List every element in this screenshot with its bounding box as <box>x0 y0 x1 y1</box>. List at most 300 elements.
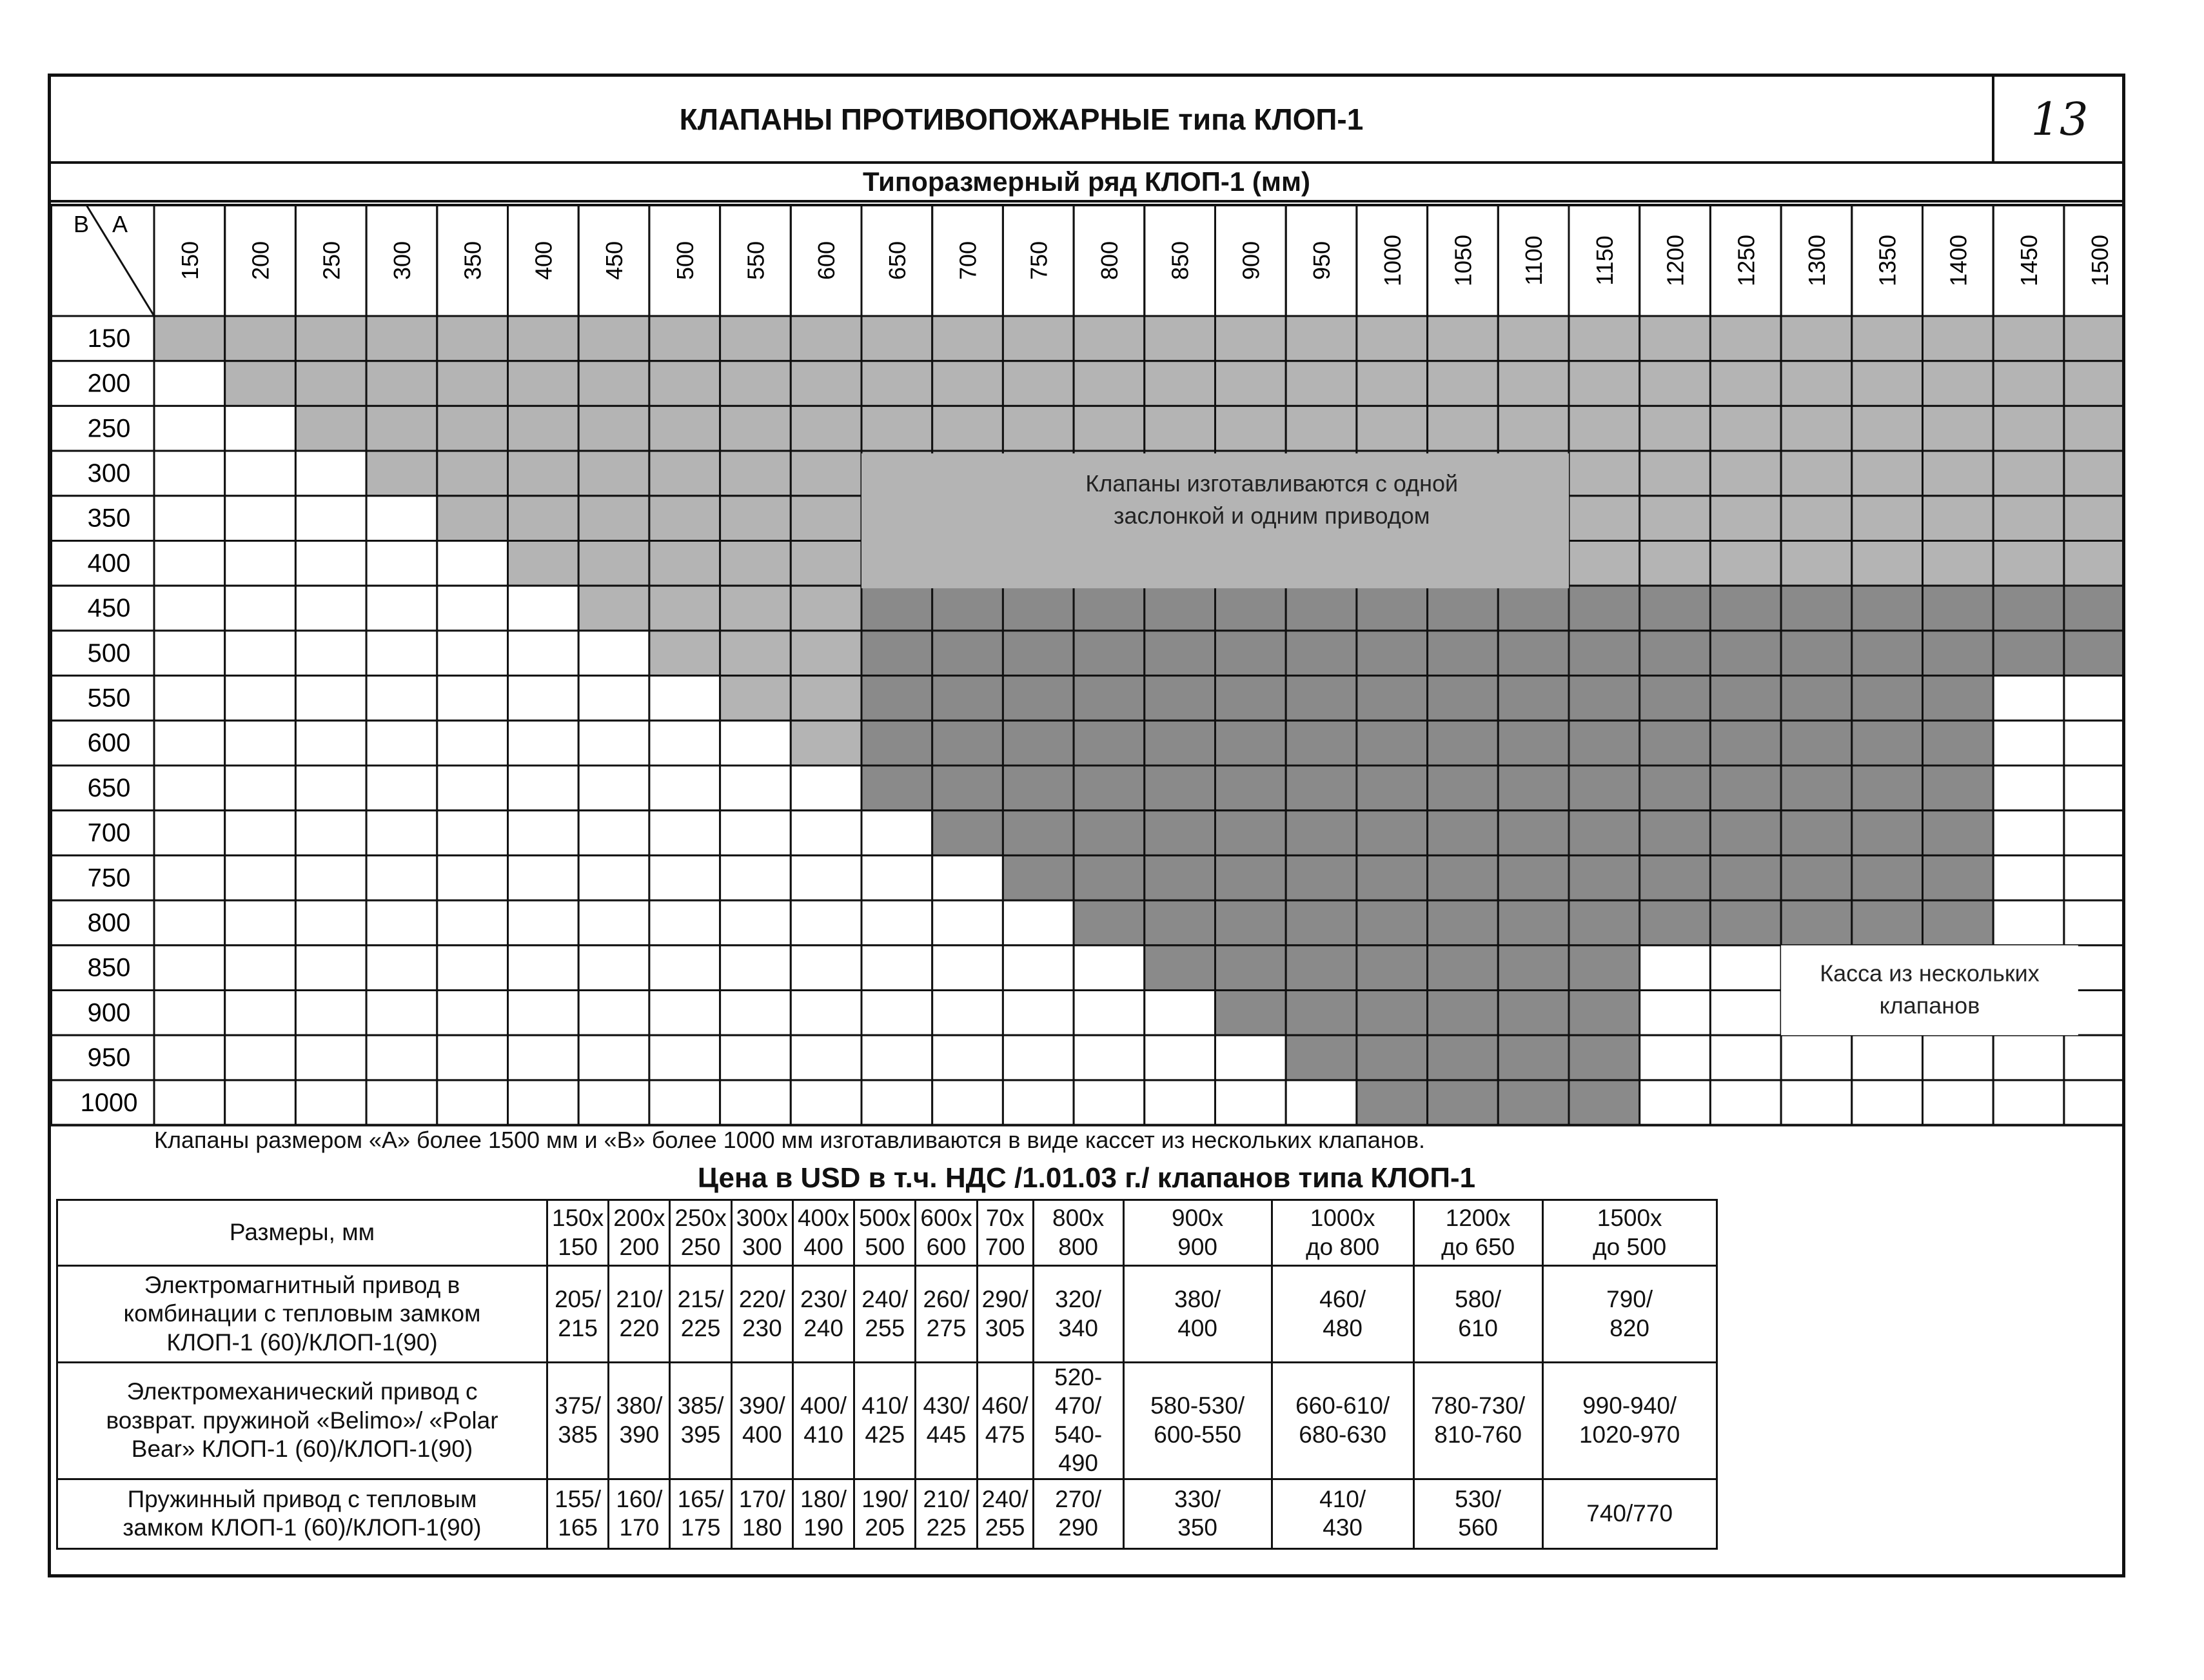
grid-cell <box>2064 1035 2122 1080</box>
b-size-label: 750 <box>87 864 131 893</box>
grid-cell <box>649 811 720 856</box>
grid-cell <box>791 496 861 541</box>
grid-cell <box>1215 586 1286 631</box>
grid-cell <box>1781 316 1852 361</box>
grid-cell <box>791 541 861 586</box>
grid-cell <box>295 676 366 721</box>
grid-cell <box>861 855 932 900</box>
grid-cell <box>1498 720 1569 766</box>
grid-cell <box>1640 631 1711 676</box>
price-value: 430/ 445 <box>916 1363 977 1479</box>
grid-cell <box>2064 631 2122 676</box>
grid-cell <box>225 676 296 721</box>
a-size-label: 1350 <box>1874 234 1901 287</box>
grid-cell <box>1710 631 1781 676</box>
grid-cell <box>2064 541 2122 586</box>
b-size-label: 650 <box>87 773 131 802</box>
grid-cell <box>578 361 649 406</box>
grid-cell <box>1710 945 1781 991</box>
grid-cell <box>2064 900 2122 945</box>
grid-cell <box>1993 811 2064 856</box>
grid-cell <box>1993 451 2064 496</box>
grid-cell <box>1215 855 1286 900</box>
grid-cell <box>366 1080 437 1125</box>
grid-cell <box>720 541 791 586</box>
price-size-header: 300х 300 <box>731 1200 792 1266</box>
b-size-label: 400 <box>87 549 131 578</box>
grid-cell <box>1286 991 1357 1036</box>
grid-cell <box>1498 631 1569 676</box>
grid-cell <box>1428 766 1499 811</box>
grid-cell <box>366 361 437 406</box>
price-value: 260/ 275 <box>916 1266 977 1363</box>
grid-cell <box>1145 991 1215 1036</box>
grid-cell <box>508 945 579 991</box>
grid-cell <box>1145 1035 1215 1080</box>
grid-cell <box>791 855 861 900</box>
grid-cell <box>508 720 579 766</box>
price-value: 375/ 385 <box>547 1363 609 1479</box>
grid-cell <box>1781 451 1852 496</box>
a-size-label: 600 <box>813 241 840 281</box>
grid-cell <box>1710 676 1781 721</box>
price-value: 270/ 290 <box>1033 1479 1123 1548</box>
grid-cell <box>1498 586 1569 631</box>
grid-cell <box>861 361 932 406</box>
grid-cell <box>225 406 296 451</box>
grid-cell <box>437 1035 508 1080</box>
grid-cell <box>1781 586 1852 631</box>
corner-cell <box>51 205 154 316</box>
a-size-label: 150 <box>176 241 203 281</box>
grid-cell <box>1215 1080 1286 1125</box>
grid-cell <box>1852 900 1923 945</box>
grid-cell <box>295 406 366 451</box>
grid-cell <box>932 316 1003 361</box>
grid-cell <box>225 855 296 900</box>
grid-cell <box>1640 676 1711 721</box>
grid-cell <box>1003 720 1074 766</box>
grid-cell <box>295 451 366 496</box>
grid-cell <box>1710 1080 1781 1125</box>
price-value: 170/ 180 <box>731 1479 792 1548</box>
price-value: 400/ 410 <box>792 1363 854 1479</box>
grid-cell <box>1074 1080 1145 1125</box>
grid-cell <box>225 720 296 766</box>
grid-cell <box>649 316 720 361</box>
grid-cell <box>1569 406 1640 451</box>
price-size-header: 500х 500 <box>854 1200 916 1266</box>
grid-cell <box>1357 720 1428 766</box>
grid-cell <box>1923 900 1994 945</box>
a-size-label: 1150 <box>1591 235 1618 286</box>
grid-cell <box>1781 631 1852 676</box>
price-size-header: 70х 700 <box>977 1200 1033 1266</box>
grid-cell <box>578 451 649 496</box>
grid-cell <box>578 991 649 1036</box>
grid-cell <box>1569 1035 1640 1080</box>
grid-cell <box>1852 855 1923 900</box>
price-value: 220/ 230 <box>731 1266 792 1363</box>
grid-cell <box>1286 720 1357 766</box>
grid-cell <box>1781 1035 1852 1080</box>
grid-cell <box>508 1080 579 1125</box>
grid-cell <box>1357 406 1428 451</box>
grid-cell <box>366 766 437 811</box>
grid-cell <box>437 945 508 991</box>
grid-cell <box>861 586 932 631</box>
grid-cell <box>791 720 861 766</box>
grid-cell <box>1145 855 1215 900</box>
a-size-label: 250 <box>318 241 345 281</box>
grid-cell <box>154 541 225 586</box>
grid-cell <box>295 811 366 856</box>
grid-cell <box>437 766 508 811</box>
grid-cell <box>2064 811 2122 856</box>
grid-cell <box>1569 945 1640 991</box>
grid-cell <box>1074 766 1145 811</box>
grid-cell <box>437 1080 508 1125</box>
price-value: 740/770 <box>1542 1479 1717 1548</box>
grid-cell <box>1003 406 1074 451</box>
grid-cell <box>1710 406 1781 451</box>
a-size-label: 350 <box>459 241 486 281</box>
grid-cell <box>932 676 1003 721</box>
price-value: 165/ 175 <box>670 1479 731 1548</box>
corner-b-label: B <box>74 211 90 237</box>
grid-cell <box>295 720 366 766</box>
grid-cell <box>1145 1080 1215 1125</box>
grid-cell <box>1923 631 1994 676</box>
a-size-label: 1400 <box>1945 234 1972 287</box>
a-size-label: 1050 <box>1450 234 1477 287</box>
grid-cell <box>1923 451 1994 496</box>
grid-cell <box>1781 720 1852 766</box>
price-value: 210/ 220 <box>609 1266 670 1363</box>
grid-cell <box>366 991 437 1036</box>
grid-cell <box>1852 541 1923 586</box>
cassette-zone <box>1781 945 2078 1035</box>
grid-cell <box>1852 676 1923 721</box>
grid-cell <box>720 496 791 541</box>
grid-cell <box>649 1035 720 1080</box>
grid-cell <box>932 945 1003 991</box>
grid-cell <box>1640 406 1711 451</box>
grid-cell <box>720 855 791 900</box>
grid-cell <box>1852 586 1923 631</box>
grid-cell <box>720 361 791 406</box>
grid-cell <box>1993 676 2064 721</box>
grid-cell <box>154 451 225 496</box>
grid-cell <box>861 991 932 1036</box>
grid-cell <box>578 586 649 631</box>
grid-cell <box>1852 720 1923 766</box>
grid-cell <box>1710 316 1781 361</box>
grid-cell <box>1357 316 1428 361</box>
grid-cell <box>1710 541 1781 586</box>
grid-cell <box>932 811 1003 856</box>
b-size-label: 850 <box>87 953 131 982</box>
grid-cell <box>1923 316 1994 361</box>
grid-cell <box>1145 361 1215 406</box>
grid-cell <box>1215 945 1286 991</box>
grid-cell <box>1357 766 1428 811</box>
grid-cell <box>1286 631 1357 676</box>
grid-cell <box>578 900 649 945</box>
price-value: 240/ 255 <box>854 1266 916 1363</box>
grid-cell <box>1215 720 1286 766</box>
grid-cell <box>1215 811 1286 856</box>
grid-cell <box>578 406 649 451</box>
grid-cell <box>295 631 366 676</box>
price-size-header: 200х 200 <box>609 1200 670 1266</box>
grid-cell <box>1215 361 1286 406</box>
price-title: Цена в USD в т.ч. НДС /1.01.03 г./ клапанов типа КЛОП-1 <box>697 1162 1476 1194</box>
grid-cell <box>1852 766 1923 811</box>
grid-cell <box>932 631 1003 676</box>
grid-cell <box>295 361 366 406</box>
grid-cell <box>2064 451 2122 496</box>
grid-cell <box>791 406 861 451</box>
grid-cell <box>1145 945 1215 991</box>
grid-cell <box>578 1035 649 1080</box>
grid-cell <box>154 361 225 406</box>
grid-cell <box>1852 406 1923 451</box>
grid-cell <box>578 631 649 676</box>
grid-cell <box>508 361 579 406</box>
single-valve-label: заслонкой и одним приводом <box>1113 502 1430 529</box>
grid-cell <box>1003 945 1074 991</box>
corner-a-label: A <box>112 211 128 237</box>
grid-cell <box>225 811 296 856</box>
a-size-label: 500 <box>671 241 698 281</box>
grid-cell <box>295 496 366 541</box>
price-table <box>56 1199 1718 1550</box>
grid-cell <box>1428 316 1499 361</box>
grid-cell <box>154 855 225 900</box>
grid-cell <box>1498 811 1569 856</box>
grid-cell <box>1993 406 2064 451</box>
grid-cell <box>1569 451 1640 496</box>
price-row-label: Пружинный привод с тепловым замком КЛОП-1 (60)/КЛОП-1(90) <box>57 1479 547 1548</box>
price-value: 580-530/ 600-550 <box>1123 1363 1272 1479</box>
grid-cell <box>1428 1035 1499 1080</box>
grid-cell <box>1286 1035 1357 1080</box>
grid-cell <box>1074 676 1145 721</box>
grid-cell <box>437 586 508 631</box>
grid-cell <box>1569 496 1640 541</box>
grid-cell <box>1781 811 1852 856</box>
grid-cell <box>1286 1080 1357 1125</box>
grid-cell <box>1003 316 1074 361</box>
grid-cell <box>1710 451 1781 496</box>
grid-cell <box>1286 361 1357 406</box>
price-value: 330/ 350 <box>1123 1479 1272 1548</box>
grid-cell <box>932 766 1003 811</box>
grid-cell <box>2064 1080 2122 1125</box>
price-value: 215/ 225 <box>670 1266 731 1363</box>
grid-cell <box>1145 631 1215 676</box>
price-value: 460/ 475 <box>977 1363 1033 1479</box>
grid-cell <box>225 631 296 676</box>
grid-cell <box>154 676 225 721</box>
a-size-label: 1250 <box>1733 234 1760 287</box>
grid-cell <box>1498 945 1569 991</box>
grid-cell <box>649 766 720 811</box>
cassette-label: клапанов <box>1879 992 1980 1019</box>
grid-cell <box>1781 361 1852 406</box>
grid-cell <box>932 1080 1003 1125</box>
grid-cell <box>649 855 720 900</box>
b-size-label: 200 <box>87 369 131 398</box>
grid-cell <box>1852 631 1923 676</box>
grid-cell <box>861 1035 932 1080</box>
grid-cell <box>1428 991 1499 1036</box>
price-value: 580/ 610 <box>1413 1266 1542 1363</box>
grid-cell <box>1923 1080 1994 1125</box>
cassette-note: Клапаны размером «А» более 1500 мм и «В» более 1000 мм изготавливаются в виде кассет из нескольких клапанов. <box>154 1127 1425 1153</box>
grid-cell <box>1569 541 1640 586</box>
grid-cell <box>2064 766 2122 811</box>
grid-cell <box>1003 586 1074 631</box>
grid-cell <box>1781 676 1852 721</box>
grid-cell <box>861 406 932 451</box>
price-value: 410/ 430 <box>1272 1479 1413 1548</box>
grid-cell <box>1498 316 1569 361</box>
a-size-label: 400 <box>530 241 557 281</box>
grid-cell <box>1640 945 1711 991</box>
grid-cell <box>1993 1080 2064 1125</box>
grid-cell <box>154 496 225 541</box>
grid-cell <box>1569 811 1640 856</box>
grid-cell <box>720 991 791 1036</box>
grid-cell <box>1640 496 1711 541</box>
a-size-label: 300 <box>388 241 415 281</box>
grid-cell <box>1993 496 2064 541</box>
grid-cell <box>1710 586 1781 631</box>
grid-cell <box>154 631 225 676</box>
grid-cell <box>1003 631 1074 676</box>
grid-cell <box>225 586 296 631</box>
grid-cell <box>861 1080 932 1125</box>
grid-cell <box>649 586 720 631</box>
grid-cell <box>225 316 296 361</box>
grid-cell <box>1286 945 1357 991</box>
grid-cell <box>1993 720 2064 766</box>
grid-cell <box>1428 676 1499 721</box>
grid-cell <box>437 991 508 1036</box>
price-value: 205/ 215 <box>547 1266 609 1363</box>
grid-cell <box>1145 316 1215 361</box>
grid-cell <box>1923 855 1994 900</box>
grid-cell <box>720 451 791 496</box>
price-row <box>57 1479 1717 1548</box>
grid-cell <box>1357 900 1428 945</box>
grid-cell <box>1993 631 2064 676</box>
grid-cell <box>1640 451 1711 496</box>
b-size-label: 500 <box>87 638 131 667</box>
grid-cell <box>1640 720 1711 766</box>
grid-cell <box>1215 631 1286 676</box>
grid-cell <box>720 406 791 451</box>
grid-cell <box>649 451 720 496</box>
grid-cell <box>1428 361 1499 406</box>
grid-cell <box>1569 855 1640 900</box>
grid-cell <box>295 541 366 586</box>
grid-cell <box>225 1080 296 1125</box>
grid-cell <box>295 316 366 361</box>
price-size-header: 600х 600 <box>916 1200 977 1266</box>
grid-cell <box>154 406 225 451</box>
price-value: 410/ 425 <box>854 1363 916 1479</box>
grid-cell <box>1923 811 1994 856</box>
a-size-label: 1500 <box>2086 234 2113 287</box>
grid-cell <box>1286 676 1357 721</box>
grid-cell <box>649 720 720 766</box>
grid-cell <box>295 1080 366 1125</box>
grid-cell <box>1074 406 1145 451</box>
price-value: 520-470/ 540-490 <box>1033 1363 1123 1479</box>
grid-cell <box>861 766 932 811</box>
grid-cell <box>1640 991 1711 1036</box>
grid-cell <box>1428 900 1499 945</box>
grid-cell <box>1357 991 1428 1036</box>
grid-cell <box>1286 316 1357 361</box>
a-size-label: 550 <box>742 241 769 281</box>
grid-cell <box>1357 361 1428 406</box>
grid-cell <box>154 586 225 631</box>
grid-cell <box>1215 900 1286 945</box>
grid-cell <box>1993 1035 2064 1080</box>
grid-cell <box>649 1080 720 1125</box>
price-value: 230/ 240 <box>792 1266 854 1363</box>
grid-cell <box>1428 406 1499 451</box>
grid-cell <box>1498 676 1569 721</box>
grid-cell <box>791 451 861 496</box>
grid-cell <box>1074 1035 1145 1080</box>
grid-cell <box>649 991 720 1036</box>
grid-cell <box>2064 316 2122 361</box>
b-size-label: 450 <box>87 594 131 623</box>
grid-cell <box>295 1035 366 1080</box>
grid-cell <box>366 945 437 991</box>
grid-cell <box>1710 855 1781 900</box>
grid-cell <box>1145 900 1215 945</box>
grid-cell <box>649 631 720 676</box>
grid-cell <box>1215 316 1286 361</box>
b-size-label: 350 <box>87 504 131 533</box>
grid-cell <box>578 496 649 541</box>
grid-cell <box>1003 991 1074 1036</box>
grid-cell <box>1074 586 1145 631</box>
b-size-label: 950 <box>87 1043 131 1072</box>
grid-cell <box>861 945 932 991</box>
grid-cell <box>932 720 1003 766</box>
grid-cell <box>225 541 296 586</box>
grid-cell <box>932 406 1003 451</box>
grid-cell <box>791 766 861 811</box>
page-number: 13 <box>1992 77 2125 161</box>
grid-cell <box>437 406 508 451</box>
grid-cell <box>154 316 225 361</box>
grid-cell <box>225 451 296 496</box>
grid-cell <box>1498 1035 1569 1080</box>
grid-cell <box>1498 991 1569 1036</box>
grid-cell <box>2064 496 2122 541</box>
grid-cell <box>437 631 508 676</box>
grid-cell <box>508 1035 579 1080</box>
price-size-header: 1500х до 500 <box>1542 1200 1717 1266</box>
